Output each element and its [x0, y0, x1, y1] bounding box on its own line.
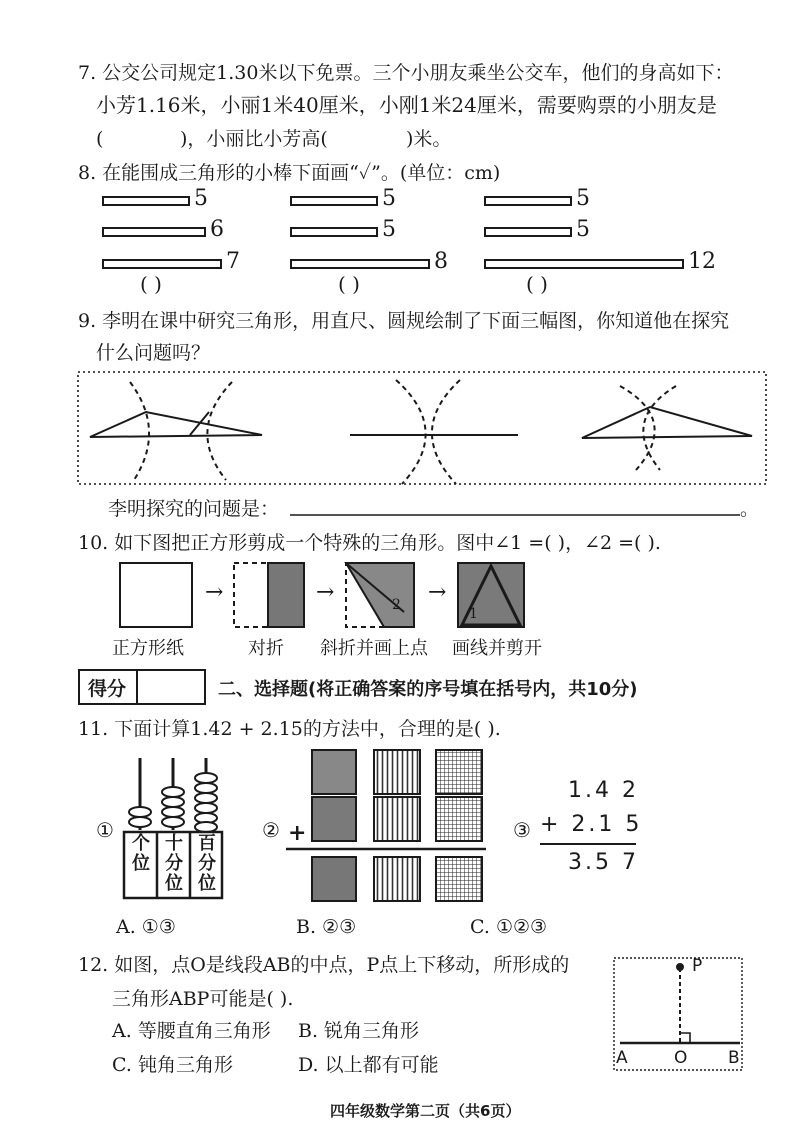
option-a[interactable]: A. ①③	[116, 916, 176, 938]
calc-row-1: 1.4 2	[568, 778, 639, 803]
stick-length: 6	[210, 217, 224, 242]
option-c[interactable]: C. ①②③	[470, 916, 548, 938]
arrow-icon: →	[316, 580, 335, 605]
q7-line3-c: )米。	[406, 128, 452, 150]
step-caption: 斜折并画上点	[320, 638, 428, 659]
angle-2-mark: 2	[392, 597, 401, 613]
stick-length: 7	[226, 249, 240, 274]
stick-length: 5	[576, 186, 590, 211]
calc-row-2: + 2.1 5	[540, 812, 643, 837]
abacus-col-ones: 个位	[132, 833, 150, 874]
option-b[interactable]: B. ②③	[296, 916, 357, 938]
q11-prompt: 11. 下面计算1.42 + 2.15的方法中，合理的是( ).	[78, 718, 501, 740]
q9-answer-label: 李明探究的问题是：	[108, 498, 280, 520]
q7-line2: 小芳1.16米，小丽1米40厘米，小刚1米24厘米，需要购票的小朋友是	[96, 93, 717, 117]
point-b-label: B	[728, 1048, 740, 1068]
q7-line3-b: )，小丽比小芳高(	[180, 128, 328, 150]
answer-paren[interactable]: ( )	[338, 272, 360, 296]
step-caption: 正方形纸	[112, 638, 184, 659]
angle-1-mark: 1	[469, 606, 478, 622]
page-footer: 四年级数学第二页（共6页）	[330, 1102, 521, 1120]
q10-prompt: 10. 如下图把正方形剪成一个特殊的三角形。图中∠1 =( )，∠2 =( ).	[78, 532, 661, 554]
stick-length: 8	[434, 249, 448, 274]
q12-line1: 12. 如图，点O是线段AB的中点，P点上下移动，所形成的	[78, 954, 570, 976]
arrow-icon: →	[205, 580, 224, 605]
step-caption: 画线并剪开	[452, 638, 542, 659]
option-d[interactable]: D. 以上都有可能	[298, 1054, 439, 1076]
q9-answer-end: 。	[740, 498, 760, 520]
section2-title: 二、选择题(将正确答案的序号填在括号内，共10分)	[218, 679, 638, 700]
choice-mark-3: ③	[513, 818, 531, 842]
point-a-label: A	[616, 1048, 628, 1068]
step-caption: 对折	[248, 638, 284, 659]
option-c[interactable]: C. 钝角三角形	[112, 1054, 233, 1076]
arrow-icon: →	[428, 580, 447, 605]
option-a[interactable]: A. 等腰直角三角形	[112, 1020, 271, 1042]
stick-length: 5	[194, 186, 208, 211]
stick-length: 5	[382, 217, 396, 242]
abacus-col-tenths: 十分位	[165, 833, 183, 894]
answer-paren[interactable]: ( )	[140, 272, 162, 296]
score-label: 得分	[88, 678, 127, 700]
calc-row-3: 3.5 7	[568, 850, 639, 875]
q7-line3-a: (	[96, 128, 104, 150]
abacus-col-hundredths: 百分位	[198, 833, 216, 894]
q9-line1: 9. 李明在课中研究三角形，用直尺、圆规绘制了下面三幅图，你知道他在探究	[78, 310, 730, 332]
stick-length: 5	[576, 217, 590, 242]
choice-mark-2: ②	[262, 818, 280, 842]
point-p-label: P	[692, 956, 703, 976]
stick-length: 5	[382, 186, 396, 211]
option-b[interactable]: B. 锐角三角形	[298, 1020, 420, 1042]
q9-line2: 什么问题吗？	[96, 342, 211, 364]
point-o-label: O	[674, 1048, 688, 1068]
q12-line2: 三角形ABP可能是( ).	[112, 988, 294, 1010]
stick-length: 12	[688, 249, 716, 274]
answer-paren[interactable]: ( )	[526, 272, 548, 296]
choice-mark-1: ①	[96, 818, 114, 842]
q7-line1: 7. 公交公司规定1.30米以下免票。三个小朋友乘坐公交车，他们的身高如下：	[78, 62, 734, 84]
plus-sign: +	[288, 820, 307, 846]
q8-prompt: 8. 在能围成三角形的小棒下面画“✓”。(单位：cm)	[78, 162, 501, 184]
